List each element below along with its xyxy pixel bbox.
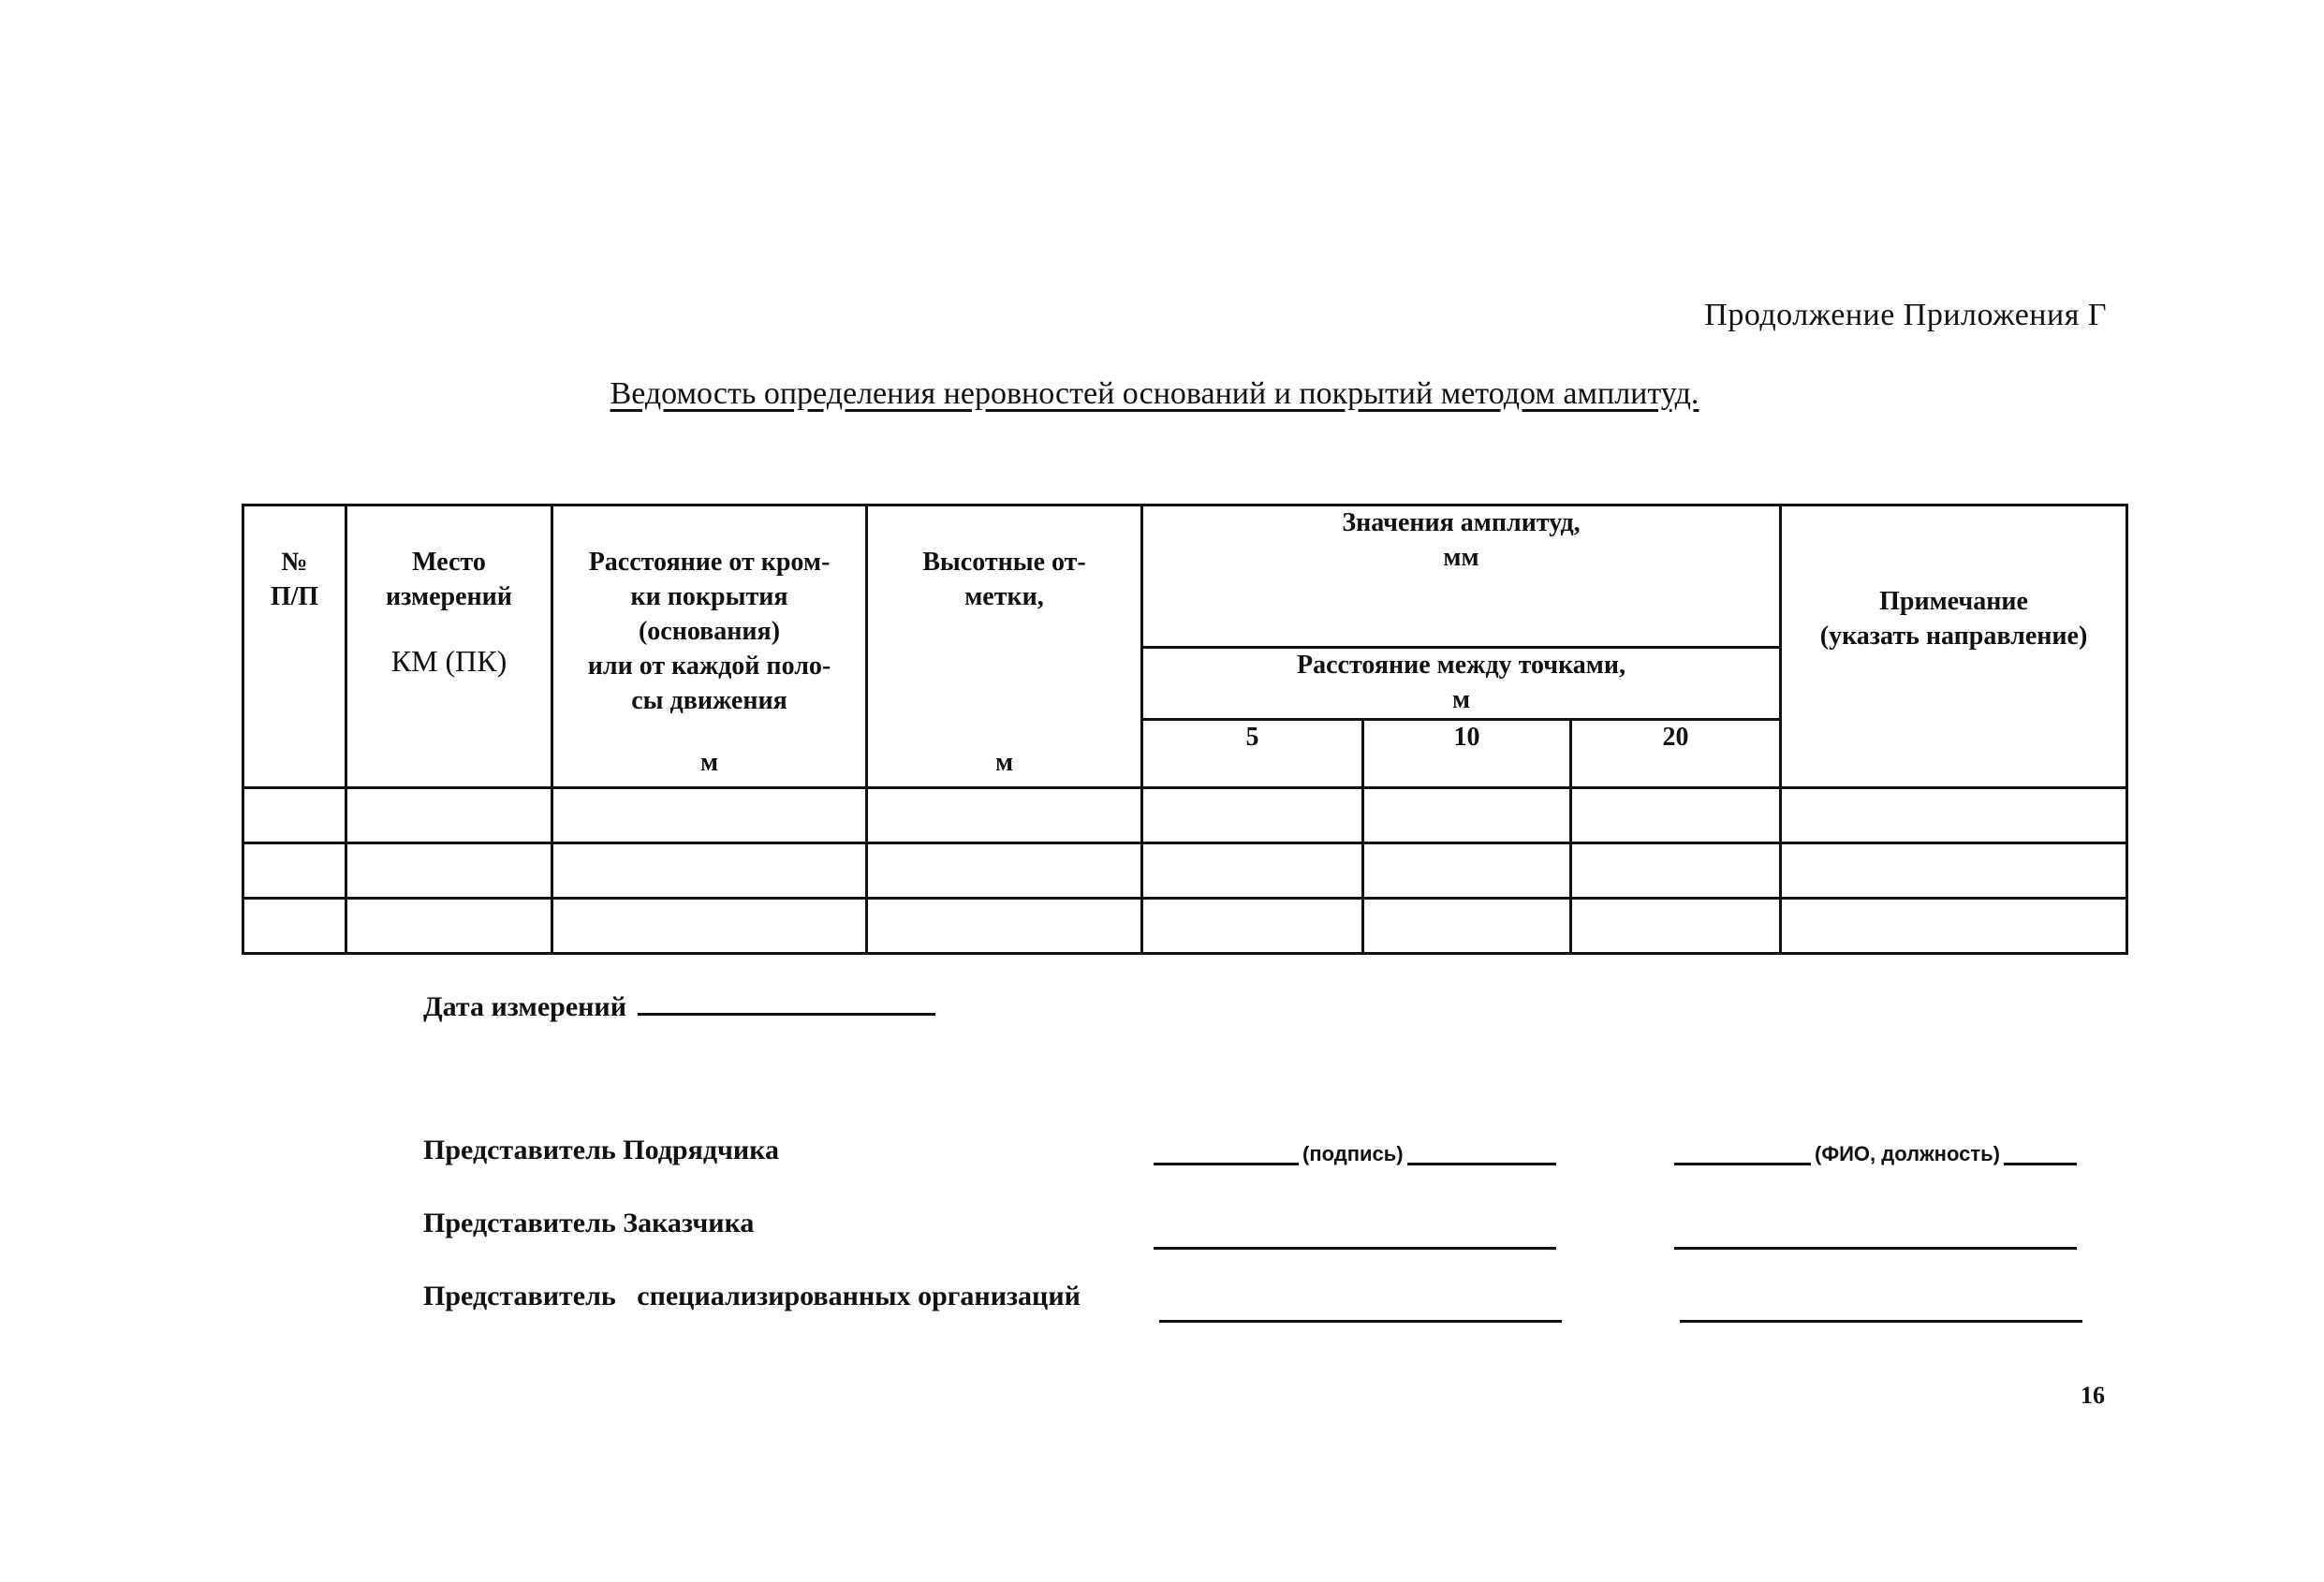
table-row — [243, 787, 2127, 842]
header-elevation — [867, 505, 1142, 788]
name-position-hint: (ФИО, должность) — [1811, 1142, 2004, 1166]
header-elevation-text: Высотные от- метки, — [922, 548, 1086, 611]
header-place-km: КМ (ПК) — [390, 643, 507, 678]
measurement-date-field[interactable] — [638, 989, 935, 1016]
specialized-label: Представитель специализированных организаций — [423, 1281, 1081, 1311]
header-note — [1781, 505, 2127, 788]
header-amplitudes — [1142, 505, 1781, 648]
header-step-10: 10 — [1363, 719, 1571, 787]
table-cell[interactable] — [1781, 842, 2127, 898]
table-cell[interactable] — [867, 787, 1142, 842]
header-step-5: 5 — [1142, 719, 1363, 787]
table-cell[interactable] — [552, 787, 867, 842]
appendix-continuation: Продолжение Приложения Г — [1704, 298, 2107, 332]
table-cell[interactable] — [552, 842, 867, 898]
document-title — [0, 376, 2324, 412]
table-cell[interactable] — [346, 787, 552, 842]
customer-label: Представитель Заказчика — [423, 1208, 755, 1238]
table-cell[interactable] — [243, 898, 346, 953]
table-cell[interactable] — [1571, 842, 1781, 898]
table-cell[interactable] — [346, 898, 552, 953]
header-place-text: Место измерений — [386, 548, 512, 611]
header-distance — [552, 505, 867, 788]
table-cell[interactable] — [243, 842, 346, 898]
header-elevation-unit: м — [994, 747, 1014, 777]
table-cell[interactable] — [867, 898, 1142, 953]
measurement-date-label: Дата измерений — [423, 991, 626, 1022]
signature-hint: (подпись) — [1299, 1142, 1407, 1166]
header-amplitudes-text: Значения амплитуд, мм — [1342, 508, 1581, 572]
header-point-distance — [1142, 648, 1781, 720]
header-place — [346, 505, 552, 788]
table-cell[interactable] — [1142, 842, 1363, 898]
table-cell[interactable] — [1142, 898, 1363, 953]
document-title-text: Ведомость определения неровностей оснований и покрытий методом амплитуд. — [610, 376, 1699, 411]
specialized-name-field[interactable] — [1680, 1320, 2082, 1323]
table-row — [243, 842, 2127, 898]
table-cell[interactable] — [346, 842, 552, 898]
table-cell[interactable] — [1571, 898, 1781, 953]
header-distance-text: Расстояние от кром- ки покрытия (основания) или от каждой поло- сы движения — [587, 548, 831, 715]
specialized-signature-field[interactable] — [1159, 1320, 1562, 1323]
table-cell[interactable] — [552, 898, 867, 953]
header-point-distance-text: Расстояние между точками, м — [1297, 651, 1625, 714]
table-cell[interactable] — [1363, 787, 1571, 842]
measurement-date-line — [423, 989, 935, 1023]
header-note-text: Примечание (указать направление) — [1819, 587, 2088, 651]
table-row — [243, 898, 2127, 953]
header-number-text: № П/П — [270, 548, 319, 611]
table-cell[interactable] — [243, 787, 346, 842]
page-number: 16 — [2081, 1382, 2105, 1409]
table-cell[interactable] — [1571, 787, 1781, 842]
header-number — [243, 505, 346, 788]
table-cell[interactable] — [1363, 898, 1571, 953]
header-step-20: 20 — [1571, 719, 1781, 787]
contractor-label: Представитель Подрядчика — [423, 1135, 780, 1165]
table-cell[interactable] — [867, 842, 1142, 898]
measurement-table — [242, 504, 2128, 955]
table-cell[interactable] — [1142, 787, 1363, 842]
table-cell[interactable] — [1363, 842, 1571, 898]
header-distance-unit: м — [699, 747, 719, 777]
customer-name-field[interactable] — [1674, 1247, 2077, 1250]
customer-signature-field[interactable] — [1154, 1247, 1556, 1250]
table-cell[interactable] — [1781, 787, 2127, 842]
table-cell[interactable] — [1781, 898, 2127, 953]
